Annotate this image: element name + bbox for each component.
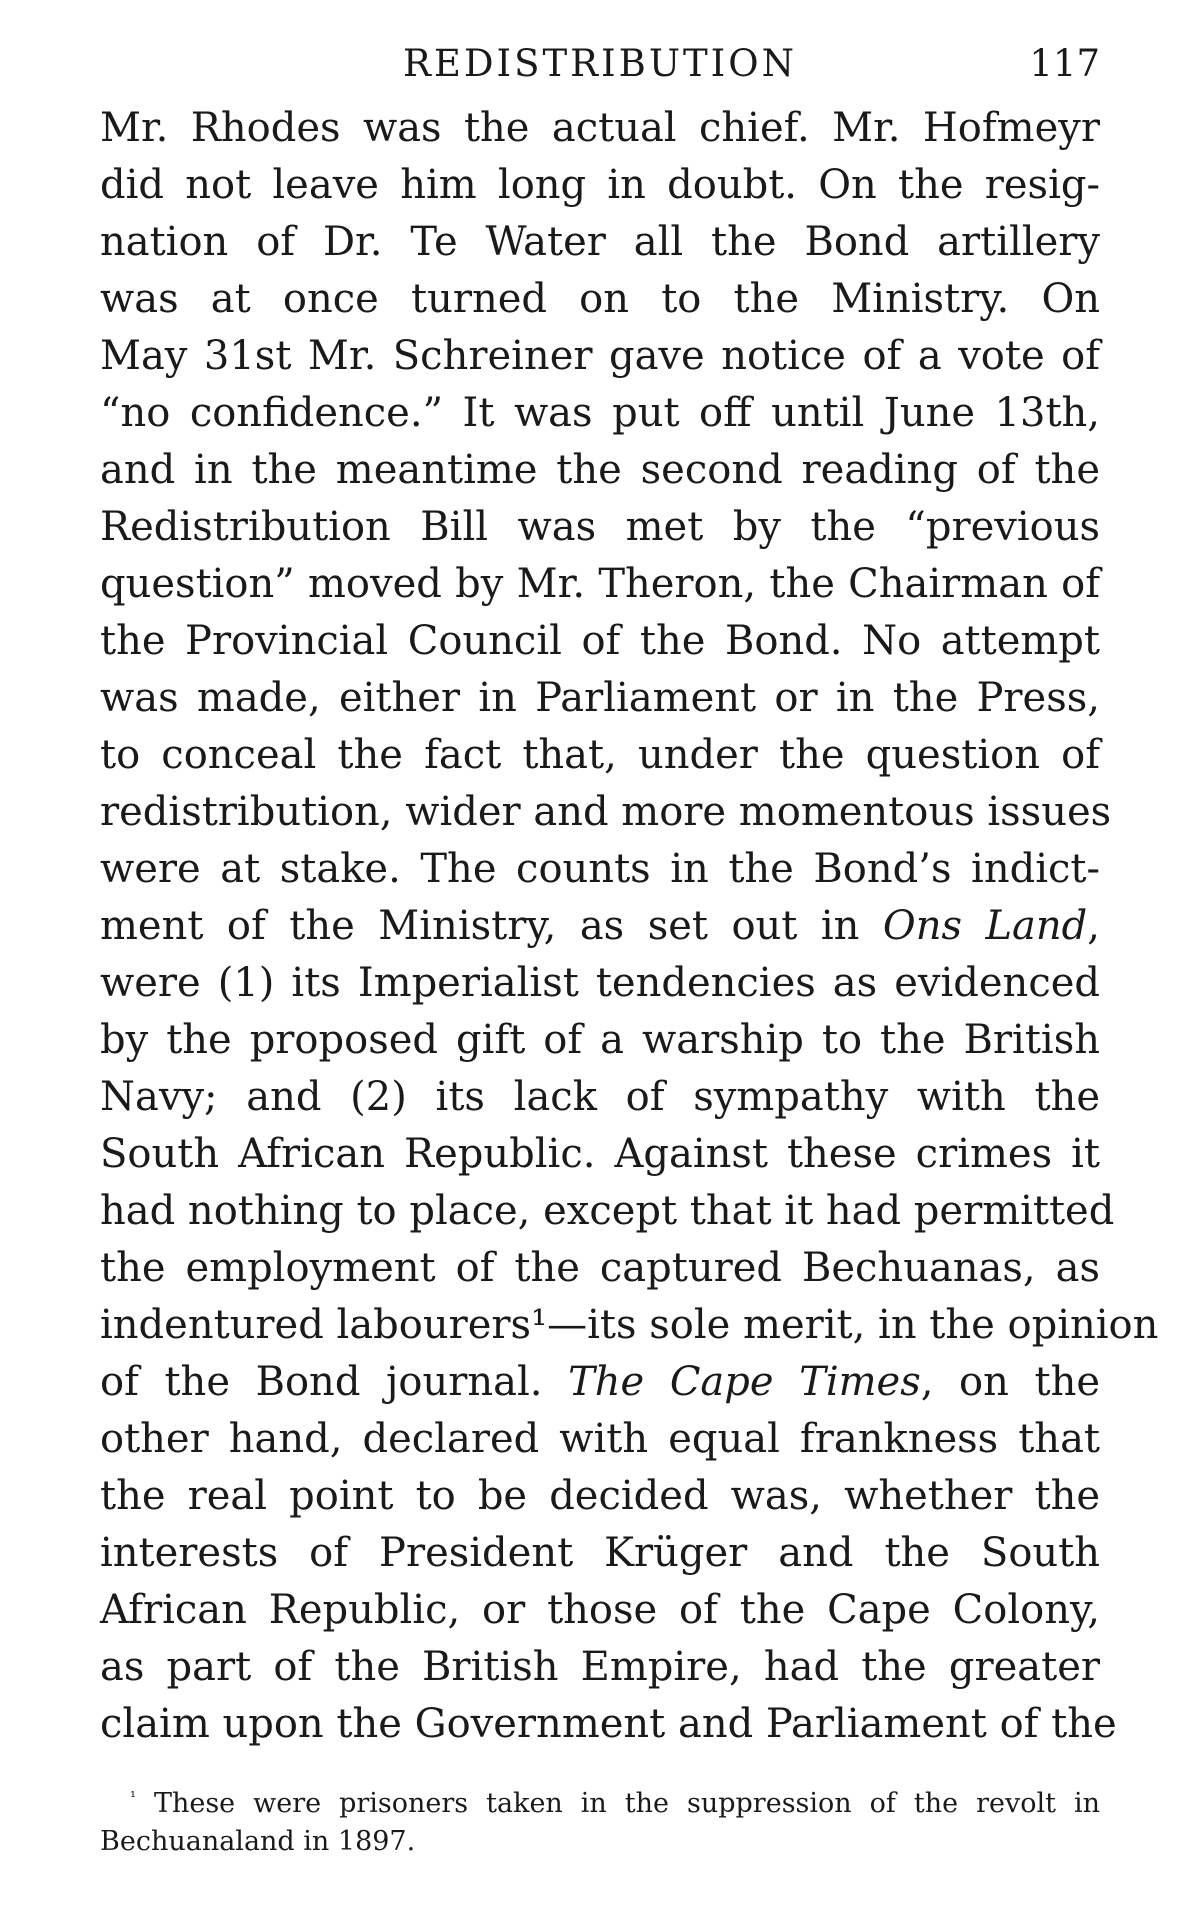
text-line: question” moved by Mr. Theron, the Chairman of — [100, 561, 1100, 607]
text-line: was made, either in Parliament or in the Press, — [100, 675, 1100, 721]
page-number: 117 — [1029, 42, 1100, 85]
text-line: redistribution, wider and more momentous issues — [100, 789, 1112, 835]
footnote-text: These were prisoners taken in the suppression of the revolt in — [153, 1788, 1100, 1819]
text-line: African Republic, or those of the Cape Colony, — [100, 1587, 1100, 1633]
text-line: nation of Dr. Te Water all the Bond artillery — [100, 219, 1100, 265]
text-line: were at stake. The counts in the Bond’s indict- — [100, 846, 1100, 892]
italic-title: The Cape Times — [568, 1359, 921, 1405]
text-line: Navy; and (2) its lack of sympathy with the — [100, 1074, 1100, 1120]
footnote-line — [100, 1785, 1100, 1823]
text-line: claim upon the Government and Parliament of the — [100, 1701, 1117, 1747]
page-header — [100, 34, 1100, 94]
running-title: REDISTRIBUTION — [402, 42, 798, 85]
text-line: the employment of the captured Bechuanas, as — [100, 1245, 1100, 1291]
text-line: Mr. Rhodes was the actual chief. Mr. Hofmeyr — [100, 105, 1100, 151]
text-line: had nothing to place, except that it had permitted — [100, 1188, 1115, 1234]
text-line: the real point to be decided was, whether the — [100, 1473, 1100, 1519]
text-line: other hand, declared with equal frankness that — [100, 1416, 1100, 1462]
text-line: ment of the Ministry, as set out in Ons Land, — [100, 903, 1100, 949]
footnote — [100, 1785, 1100, 1861]
text-line: as part of the British Empire, had the greater — [100, 1644, 1100, 1690]
footnote-line: Bechuanaland in 1897. — [100, 1826, 416, 1857]
body-text — [100, 100, 1159, 1753]
text-line: were (1) its Imperialist tendencies as evidenced — [100, 960, 1100, 1006]
text-line: by the proposed gift of a warship to the British — [100, 1017, 1100, 1063]
italic-title: Ons Land — [882, 903, 1088, 949]
text-line: the Provincial Council of the Bond. No attempt — [100, 618, 1100, 664]
footnote-marker: ¹ — [130, 1788, 136, 1806]
text-line: Redistribution Bill was met by the “previous — [100, 504, 1100, 550]
text-line: to conceal the fact that, under the question of — [100, 732, 1100, 778]
text-line: was at once turned on to the Ministry. On — [100, 276, 1100, 322]
text-line: “no confidence.” It was put off until June 13th, — [100, 390, 1100, 436]
text-line: May 31st Mr. Schreiner gave notice of a vote of — [100, 333, 1100, 379]
text-line: did not leave him long in doubt. On the resig- — [100, 162, 1100, 208]
text-line: of the Bond journal. The Cape Times, on the — [100, 1359, 1101, 1405]
text-line: indentured labourers¹—its sole merit, in the opinion — [100, 1302, 1159, 1348]
text-line: interests of President Krüger and the South — [100, 1530, 1100, 1576]
text-line: and in the meantime the second reading of the — [100, 447, 1100, 493]
text-line: South African Republic. Against these crimes it — [100, 1131, 1100, 1177]
